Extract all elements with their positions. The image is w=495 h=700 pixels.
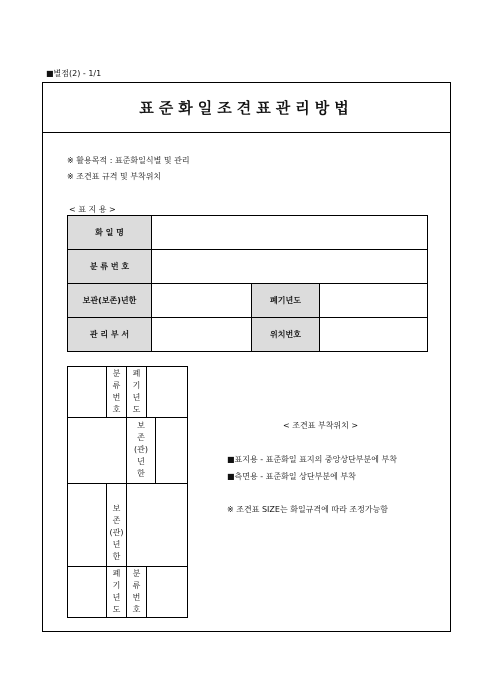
disposal-year-header: 폐기년도 [252,284,320,318]
location-no-header: 위치번호 [252,318,320,352]
table-row [68,318,428,352]
spec-note: ※ 조견표 규격 및 부착위치 [67,172,162,181]
attach-line-side: ■측면용 - 표준화일 상단부분에 부착 [227,472,356,481]
file-name-cell [152,216,428,250]
attach-line-cover: ■표지용 - 표준화일 표지의 중앙상단부분에 부착 [227,455,397,464]
dept-cell [152,318,252,352]
class-no-cell [152,250,428,284]
document-reference: ■별점(2) - 1/1 [46,69,102,78]
document-frame [42,82,451,632]
file-name-header: 화 일 명 [68,216,152,250]
diagram-mid-retention-text: 보 존 (관) 년 한 [134,421,148,478]
disposal-year-cell [320,284,428,318]
diagram-top-disposal-text: 폐 기 년 도 [132,369,141,414]
location-no-cell [320,318,428,352]
cover-label-table [67,215,428,352]
diagram-low-retention-text: 보 존 (관) 년 한 [109,504,124,561]
diagram-bot-disposal-text: 폐 기 년 도 [112,569,121,614]
cover-label-caption: < 표 지 용 > [69,205,116,214]
table-row [68,250,428,284]
attach-line-size: ※ 조견표 SIZE는 화일규격에 따라 조정가능함 [227,505,389,514]
class-no-header: 분 류 번 호 [68,250,152,284]
attach-title: < 조견표 부착위치 > [283,421,359,430]
side-label-diagram [67,366,188,618]
page-title: 표준화일조견표관리방법 [43,83,450,133]
retention-header: 보관(보존)년한 [68,284,152,318]
retention-cell [152,284,252,318]
dept-header: 관 리 부 서 [68,318,152,352]
purpose-note: ※ 활용목적 : 표준화일식별 및 관리 [67,156,190,165]
table-row [68,216,428,250]
diagram-top-class-text: 분 류 번 호 [112,369,121,414]
table-row [68,284,428,318]
diagram-bot-class-text: 분 류 번 호 [132,569,141,614]
